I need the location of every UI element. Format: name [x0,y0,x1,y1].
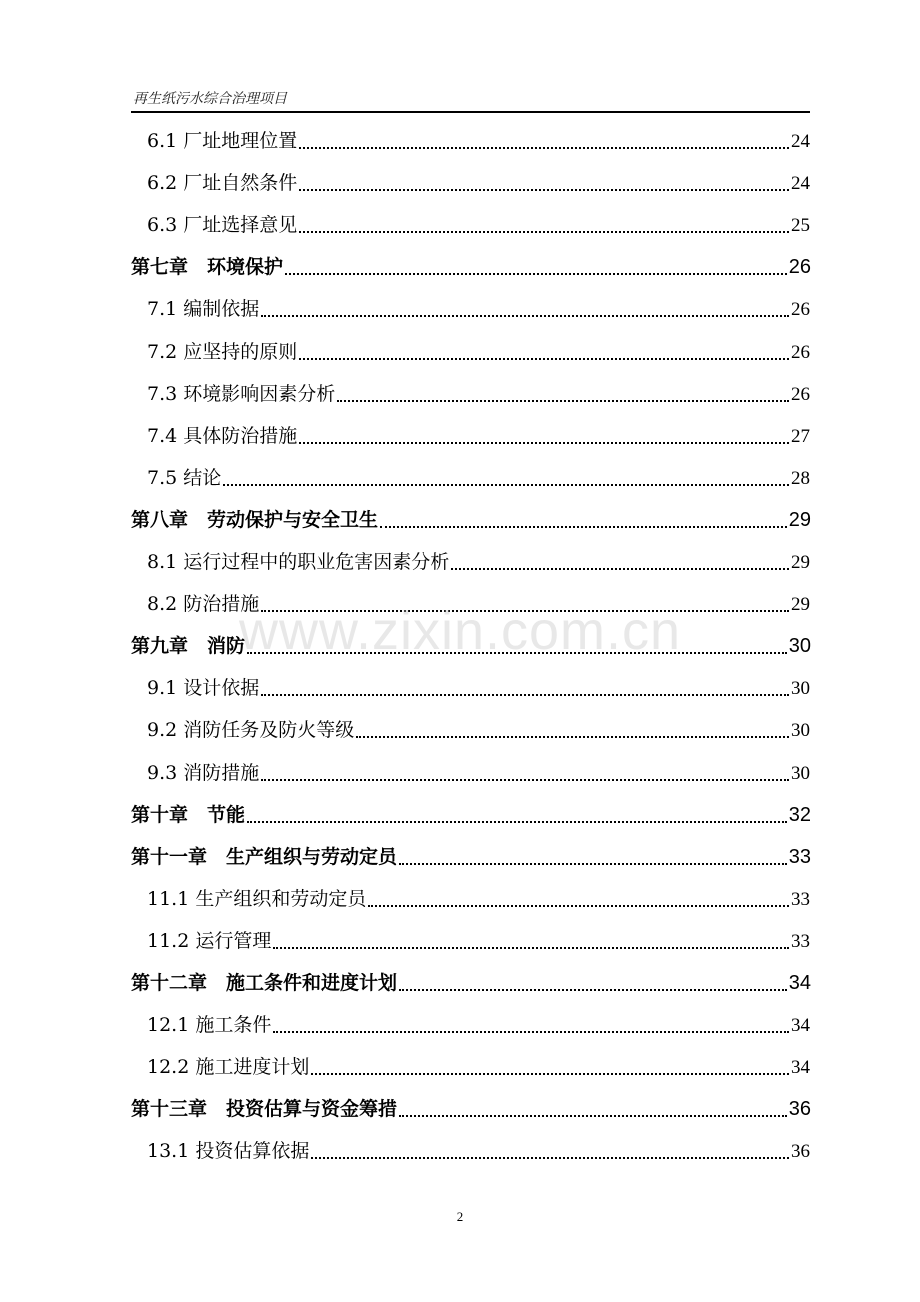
toc-entry-title: 施工条件和进度计划 [226,972,398,994]
toc-entry-title: 应坚持的原则 [183,340,298,363]
toc-entry-title: 运行管理 [195,929,272,952]
toc-entry-title: 厂址自然条件 [183,172,298,195]
toc-entry-page: 29 [791,594,810,616]
toc-entry-number: 11.2 [147,929,190,952]
page-number: 2 [456,1209,464,1224]
toc-entry-number: 第九章 [131,635,189,658]
toc-dot-leader [261,779,789,781]
toc-entry-page: 28 [791,467,810,489]
toc-dot-leader [299,189,789,191]
toc-entry-spacer [207,968,226,995]
toc-entry-number: 6.3 [147,214,178,237]
toc-entry-number: 第七章 [131,256,189,279]
toc-entry-number: 第八章 [131,508,189,531]
toc-dot-leader [380,526,787,528]
toc-entry-page: 27 [791,425,810,447]
toc-entry-number: 第十二章 [131,972,208,994]
toc-dot-leader [247,821,787,823]
toc-entry-number: 11.1 [147,887,190,910]
toc-entry-spacer [188,252,207,279]
toc-dot-leader [299,358,789,360]
toc-dot-leader [273,947,789,949]
toc-entry-number: 7.3 [147,382,178,405]
toc-section-entry[interactable] [147,758,810,785]
toc-entry-title: 节能 [207,803,246,826]
toc-entry-title: 编制依据 [183,298,260,321]
toc-chapter-entry[interactable] [131,252,811,279]
toc-entry-page: 34 [788,972,811,994]
toc-dot-leader [261,610,789,612]
toc-entry-page: 29 [791,552,810,573]
toc-dot-leader [356,736,789,738]
toc-entry-page: 26 [791,341,810,363]
toc-entry-spacer [188,631,207,658]
toc-entry-title: 运行过程中的职业危害因素分析 [183,551,450,573]
toc-entry-number: 7.2 [147,340,178,363]
toc-dot-leader [399,989,787,991]
toc-dot-leader [311,1157,789,1159]
running-header: 再生纸污水综合治理项目 [133,91,287,107]
toc-entry-page: 26 [791,299,810,321]
toc-section-entry[interactable] [147,168,810,195]
toc-entry-number: 9.2 [147,719,178,742]
toc-entry-number: 7.4 [147,424,178,447]
toc-entry-number: 12.1 [147,1014,190,1037]
toc-entry-number: 13.1 [147,1140,190,1163]
toc-section-entry[interactable] [147,547,810,574]
toc-entry-title: 投资估算依据 [195,1140,310,1163]
toc-dot-leader [223,484,789,486]
toc-entry-page: 26 [791,383,810,405]
toc-entry-number: 12.2 [147,1056,190,1079]
toc-entry-number: 9.1 [147,677,178,700]
toc-entry-title: 生产组织和劳动定员 [195,887,367,910]
toc-section-entry[interactable] [147,1052,810,1079]
toc-section-entry[interactable] [147,126,810,153]
toc-entry-number: 8.2 [147,593,178,616]
toc-entry-title: 厂址选择意见 [183,214,298,237]
toc-entry-spacer [188,505,207,532]
toc-entry-page: 33 [788,845,811,868]
toc-entry-page: 29 [788,508,811,531]
toc-section-entry[interactable] [147,589,810,616]
toc-entry-title: 环境保护 [207,256,284,279]
toc-dot-leader [311,1073,789,1075]
toc-dot-leader [337,400,789,402]
toc-entry-number: 6.2 [147,172,178,195]
toc-entry-title: 劳动保护与安全卫生 [207,508,379,531]
toc-section-entry[interactable] [147,337,810,364]
toc-entry-page: 24 [791,131,810,152]
toc-entry-number: 第十一章 [131,845,208,868]
toc-entry-title: 厂址地理位置 [183,130,298,152]
toc-entry-page: 25 [791,215,810,237]
toc-entry-page: 24 [791,173,810,195]
toc-entry-page: 26 [788,256,811,279]
toc-section-entry[interactable] [147,715,810,742]
toc-entry-page: 30 [791,762,810,784]
toc-dot-leader [399,1115,787,1117]
toc-dot-leader [368,905,789,907]
toc-entry-page: 32 [788,803,811,826]
toc-section-entry[interactable] [147,1136,810,1163]
toc-entry-number: 8.1 [147,551,178,573]
toc-entry-title: 生产组织与劳动定员 [226,845,398,868]
toc-entry-title: 结论 [183,466,222,489]
toc-entry-title: 消防 [207,635,246,658]
toc-entry-number: 6.1 [147,130,178,152]
toc-entry-title: 消防措施 [183,761,260,784]
toc-dot-leader [299,442,789,444]
toc-entry-page: 33 [791,930,810,952]
toc-entry-page: 34 [791,1015,810,1037]
toc-entry-number: 7.1 [147,298,178,321]
toc-entry-title: 具体防治措施 [183,424,298,447]
toc-entry-number: 第十三章 [131,1098,208,1121]
toc-dot-leader [299,147,789,149]
toc-section-entry[interactable] [147,673,810,700]
toc-chapter-entry[interactable] [131,968,811,995]
toc-entry-number: 7.5 [147,466,178,489]
toc-entry-title: 施工条件 [195,1014,272,1037]
toc-section-entry[interactable] [147,884,810,911]
header-divider [131,111,810,113]
toc-entry-page: 36 [791,1141,810,1163]
toc-dot-leader [261,694,789,696]
toc-entry-number: 第十章 [131,803,189,826]
toc-entry-spacer [188,800,207,827]
toc-dot-leader [285,273,787,275]
toc-dot-leader [399,863,787,865]
toc-chapter-entry[interactable] [131,800,811,827]
toc-dot-leader [451,568,789,570]
toc-section-entry[interactable] [147,421,810,448]
toc-entry-title: 消防任务及防火等级 [183,719,355,742]
toc-dot-leader [261,315,789,317]
watermark: www.zixin.com.cn [238,601,682,661]
toc-chapter-entry[interactable] [131,505,811,532]
toc-entry-title: 防治措施 [183,593,260,616]
toc-section-entry[interactable] [147,463,810,490]
toc-dot-leader [273,1031,789,1033]
toc-entry-spacer [207,1094,226,1121]
toc-section-entry[interactable] [147,210,810,237]
toc-entry-number: 9.3 [147,761,178,784]
toc-chapter-entry[interactable] [131,842,811,869]
toc-entry-title: 环境影响因素分析 [183,382,336,405]
toc-entry-page: 30 [791,678,810,700]
toc-chapter-entry[interactable] [131,631,811,658]
toc-entry-title: 投资估算与资金筹措 [226,1098,398,1121]
toc-entry-page: 34 [791,1057,810,1079]
toc-entry-page: 30 [791,720,810,742]
toc-section-entry[interactable] [147,1010,810,1037]
toc-entry-page: 33 [791,888,810,910]
toc-entry-title: 设计依据 [183,677,260,700]
toc-dot-leader [247,652,787,654]
toc-dot-leader [299,231,789,233]
toc-entry-page: 30 [788,635,811,658]
toc-entry-spacer [207,842,226,869]
toc-section-entry[interactable] [147,294,810,321]
toc-entry-title: 施工进度计划 [195,1056,310,1079]
toc-entry-page: 36 [788,1098,811,1121]
toc-chapter-entry[interactable] [131,1094,811,1121]
toc-section-entry[interactable] [147,926,810,953]
toc-section-entry[interactable] [147,379,810,406]
